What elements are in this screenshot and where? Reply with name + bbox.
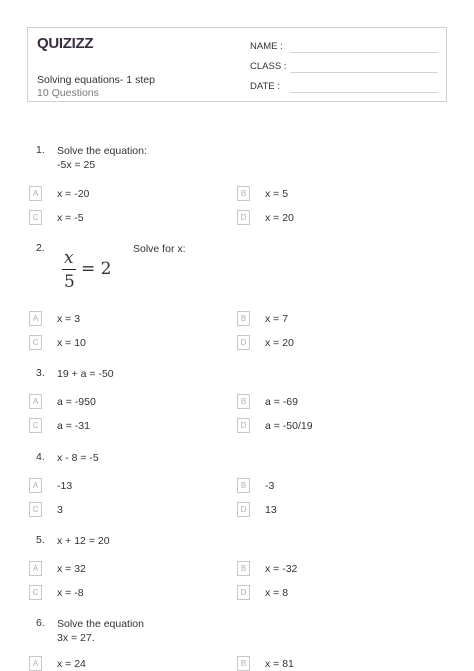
option-c-box[interactable]: C [29, 585, 42, 600]
option-d-box[interactable]: D [237, 418, 250, 433]
date-label: DATE : [250, 81, 280, 92]
q6-option-a[interactable]: x = 24 [57, 658, 86, 670]
question-4-number: 4. [36, 451, 45, 463]
q1-option-d[interactable]: x = 20 [265, 212, 294, 224]
q3-option-a[interactable]: a = -950 [57, 396, 96, 408]
q3-option-c[interactable]: a = -31 [57, 420, 90, 432]
option-c-box[interactable]: C [29, 502, 42, 517]
option-b-box[interactable]: B [237, 561, 250, 576]
option-b-box[interactable]: B [237, 186, 250, 201]
option-b-box[interactable]: B [237, 394, 250, 409]
class-label: CLASS : [250, 61, 287, 72]
option-c-box[interactable]: C [29, 210, 42, 225]
equation-image [62, 248, 112, 294]
option-d-box[interactable]: D [237, 335, 250, 350]
q4-option-b[interactable]: -3 [265, 480, 275, 492]
option-a-box[interactable]: A [29, 478, 42, 493]
question-1-line-1: Solve the equation: [57, 145, 147, 157]
question-6-number: 6. [36, 617, 45, 629]
q2-option-c[interactable]: x = 10 [57, 337, 86, 349]
option-b-box[interactable]: B [237, 311, 250, 326]
worksheet-title: Solving equations- 1 step [37, 74, 155, 86]
option-a-box[interactable]: A [29, 561, 42, 576]
quizizz-logo: QUIZIZZ [37, 35, 94, 52]
date-field[interactable] [290, 92, 438, 93]
option-a-box[interactable]: A [29, 311, 42, 326]
question-5-number: 5. [36, 534, 45, 546]
q6-option-b[interactable]: x = 81 [265, 658, 294, 670]
question-1-line-2: -5x = 25 [57, 159, 96, 171]
q4-option-a[interactable]: -13 [57, 480, 73, 492]
q2-option-d[interactable]: x = 20 [265, 337, 294, 349]
option-d-box[interactable]: D [237, 210, 250, 225]
question-1-number: 1. [36, 144, 45, 156]
question-5-text: x + 12 = 20 [57, 535, 110, 547]
option-c-box[interactable]: C [29, 418, 42, 433]
q2-option-b[interactable]: x = 7 [265, 313, 289, 325]
q5-option-c[interactable]: x = -8 [57, 587, 84, 599]
equation-rhs: = 2 [81, 259, 112, 279]
q3-option-b[interactable]: a = -69 [265, 396, 298, 408]
option-d-box[interactable]: D [237, 502, 250, 517]
question-2-number: 2. [36, 242, 45, 254]
q5-option-d[interactable]: x = 8 [265, 587, 289, 599]
q5-option-a[interactable]: x = 32 [57, 563, 86, 575]
q1-option-c[interactable]: x = -5 [57, 212, 84, 224]
option-b-box[interactable]: B [237, 656, 250, 671]
option-a-box[interactable]: A [29, 656, 42, 671]
q2-option-a[interactable]: x = 3 [57, 313, 81, 325]
q1-option-b[interactable]: x = 5 [265, 188, 289, 200]
fraction-numerator: x [64, 248, 74, 268]
question-2-text: Solve for x: [133, 243, 186, 255]
question-4-text: x - 8 = -5 [57, 452, 99, 464]
worksheet-header [27, 27, 447, 102]
option-a-box[interactable]: A [29, 394, 42, 409]
option-b-box[interactable]: B [237, 478, 250, 493]
fraction-bar [62, 269, 76, 270]
option-d-box[interactable]: D [237, 585, 250, 600]
option-c-box[interactable]: C [29, 335, 42, 350]
option-a-box[interactable]: A [29, 186, 42, 201]
q5-option-b[interactable]: x = -32 [265, 563, 298, 575]
question-6-line-2: 3x = 27. [57, 632, 95, 644]
q4-option-c[interactable]: 3 [57, 504, 63, 516]
question-3-text: 19 + a = -50 [57, 368, 114, 380]
question-count: 10 Questions [37, 87, 99, 99]
question-6-line-1: Solve the equation [57, 618, 144, 630]
class-field[interactable] [290, 72, 438, 73]
question-3-number: 3. [36, 367, 45, 379]
q3-option-d[interactable]: a = -50/19 [265, 420, 313, 432]
name-label: NAME : [250, 41, 283, 52]
q1-option-a[interactable]: x = -20 [57, 188, 90, 200]
q4-option-d[interactable]: 13 [265, 504, 277, 516]
fraction-denominator: 5 [64, 272, 75, 292]
name-field[interactable] [290, 52, 438, 53]
